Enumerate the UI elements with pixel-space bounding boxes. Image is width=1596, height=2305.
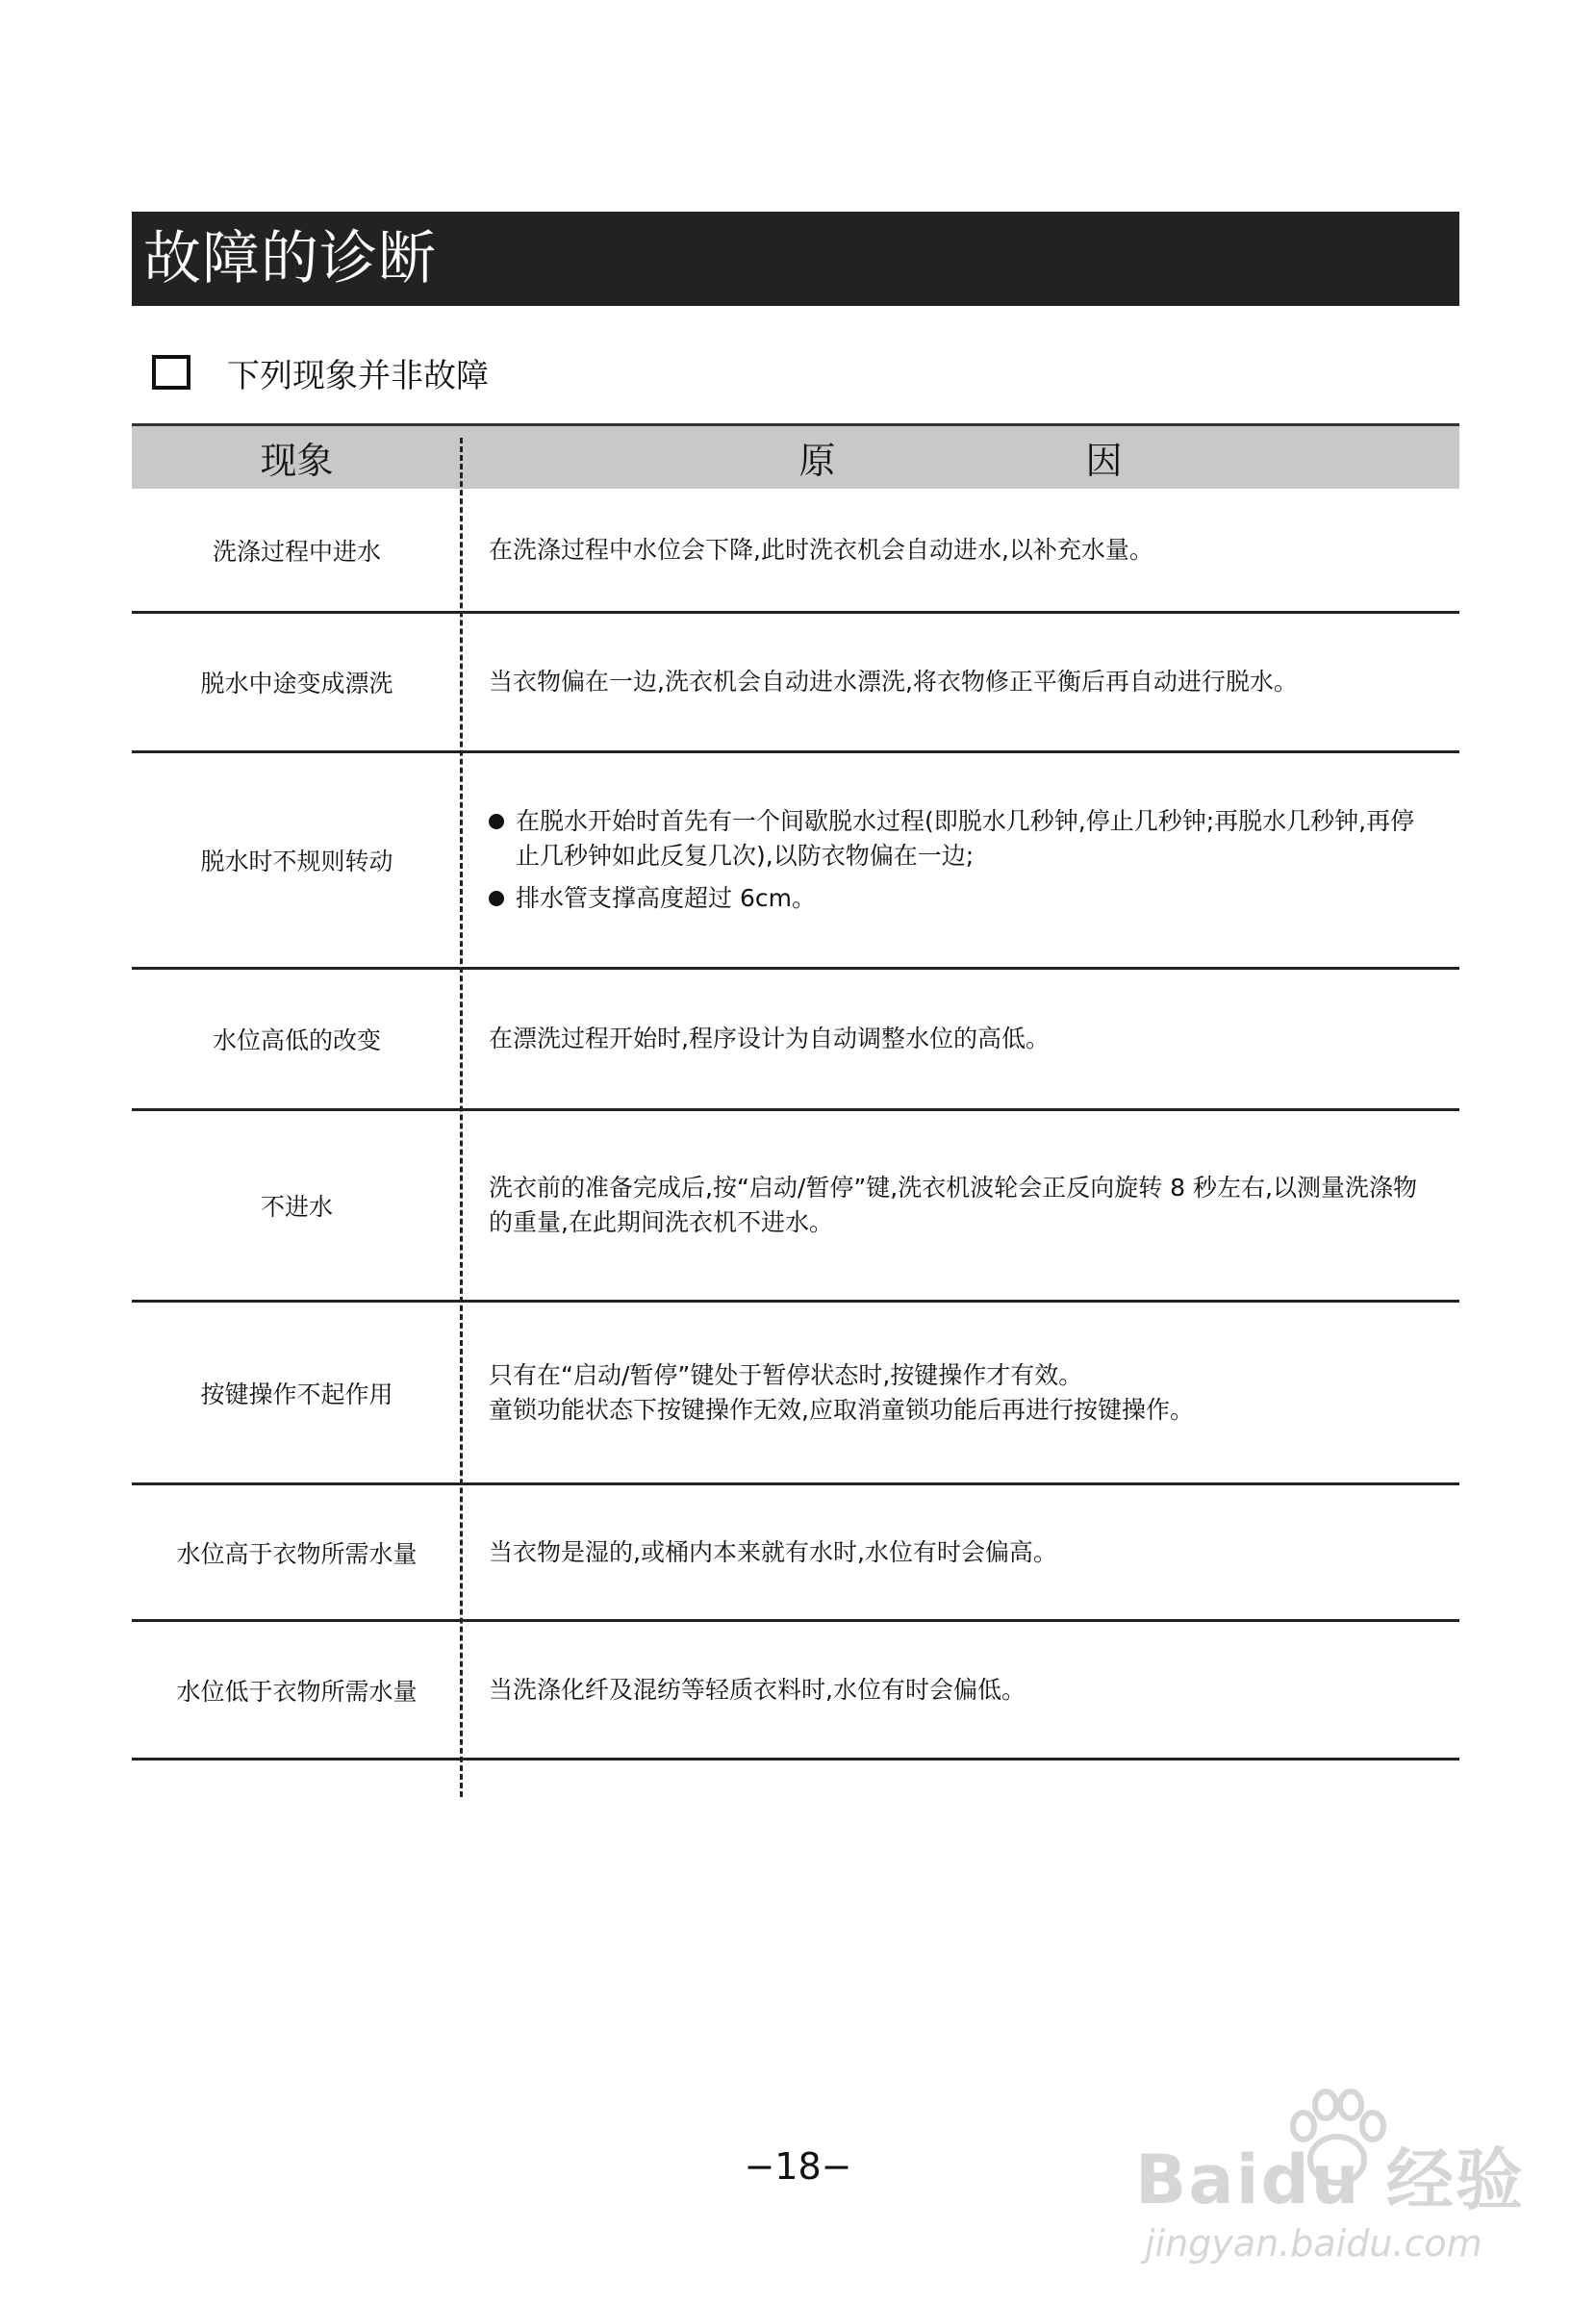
cause-cell xyxy=(462,489,1459,611)
bullet-text: 排水管支撑高度超过 6cm。 xyxy=(516,884,816,912)
cause-cell xyxy=(462,1303,1459,1482)
watermark xyxy=(1135,2088,1539,2280)
table-row xyxy=(132,1485,1459,1622)
bullet-icon xyxy=(489,891,504,906)
cause-cell xyxy=(462,614,1459,750)
bullet-text: 在脱水开始时首先有一个间歇脱水过程(即脱水几秒钟,停止几秒钟;再脱水几秒钟,再停止几秒钟如此反复几次),以防衣物偏在一边; xyxy=(516,807,1415,870)
bullet-icon xyxy=(489,814,504,829)
cause-line: 在洗涤过程中水位会下降,此时洗衣机会自动进水,以补充水量。 xyxy=(489,535,1153,564)
watermark-url: jingyan.baidu.com xyxy=(1145,2222,1482,2265)
cause-line: 洗衣前的准备完成后,按“启动/暂停”键,洗衣机波轮会正反向旋转 8 秒左右,以测量洗涤物的重量,在此期间洗衣机不进水。 xyxy=(489,1174,1417,1236)
bullet-item xyxy=(489,881,1421,916)
symptom-cell: 按键操作不起作用 xyxy=(200,1380,393,1408)
cause-line: 当衣物偏在一边,洗衣机会自动进水漂洗,将衣物修正平衡后再自动进行脱水。 xyxy=(489,668,1298,696)
cause-line: 在漂洗过程开始时,程序设计为自动调整水位的高低。 xyxy=(489,1025,1050,1052)
symptom-cell: 水位高于衣物所需水量 xyxy=(176,1539,418,1568)
symptom-cell: 不进水 xyxy=(260,1193,333,1221)
table-row xyxy=(132,970,1459,1111)
table-row xyxy=(132,1303,1459,1485)
table-row xyxy=(132,489,1459,614)
table-row xyxy=(132,614,1459,753)
diagnosis-table xyxy=(132,423,1459,1760)
table-row xyxy=(132,753,1459,970)
symptom-cell: 水位高低的改变 xyxy=(212,1026,381,1054)
table-header xyxy=(132,423,1459,489)
symptom-cell: 洗涤过程中进水 xyxy=(212,537,381,566)
cause-cell xyxy=(462,970,1459,1108)
subheading-text: 下列现象并非故障 xyxy=(227,356,489,395)
header-cause xyxy=(462,426,1459,489)
page-number: −18− xyxy=(744,2145,852,2188)
symptom-cell: 脱水时不规则转动 xyxy=(200,848,393,875)
symptom-cell: 脱水中途变成漂洗 xyxy=(200,670,393,697)
cause-line: 童锁功能状态下按键操作无效,应取消童锁功能后再进行按键操作。 xyxy=(489,1395,1194,1424)
header-cause-char-2: 因 xyxy=(1085,440,1123,482)
cause-line: 当衣物是湿的,或桶内本来就有水时,水位有时会偏高。 xyxy=(489,1537,1057,1566)
table-row xyxy=(132,1622,1459,1760)
page-title: 故障的诊断 xyxy=(132,212,1459,306)
cause-line: 当洗涤化纤及混纺等轻质衣料时,水位有时会偏低。 xyxy=(489,1675,1026,1704)
checkbox-icon xyxy=(152,355,190,390)
symptom-cell: 水位低于衣物所需水量 xyxy=(176,1677,418,1706)
watermark-brand: Baidu 经验 xyxy=(1135,2140,1525,2219)
cause-cell xyxy=(462,753,1459,967)
header-cause-char-1: 原 xyxy=(798,440,836,482)
table-row xyxy=(132,1111,1459,1303)
subheading xyxy=(152,348,489,396)
cause-cell xyxy=(462,1622,1459,1758)
header-symptom: 现象 xyxy=(260,440,334,482)
cause-cell xyxy=(462,1111,1459,1300)
cause-cell xyxy=(462,1485,1459,1619)
bullet-item xyxy=(489,804,1421,874)
cause-line: 只有在“启动/暂停”键处于暂停状态时,按键操作才有效。 xyxy=(489,1360,1083,1389)
column-divider xyxy=(460,438,463,1797)
